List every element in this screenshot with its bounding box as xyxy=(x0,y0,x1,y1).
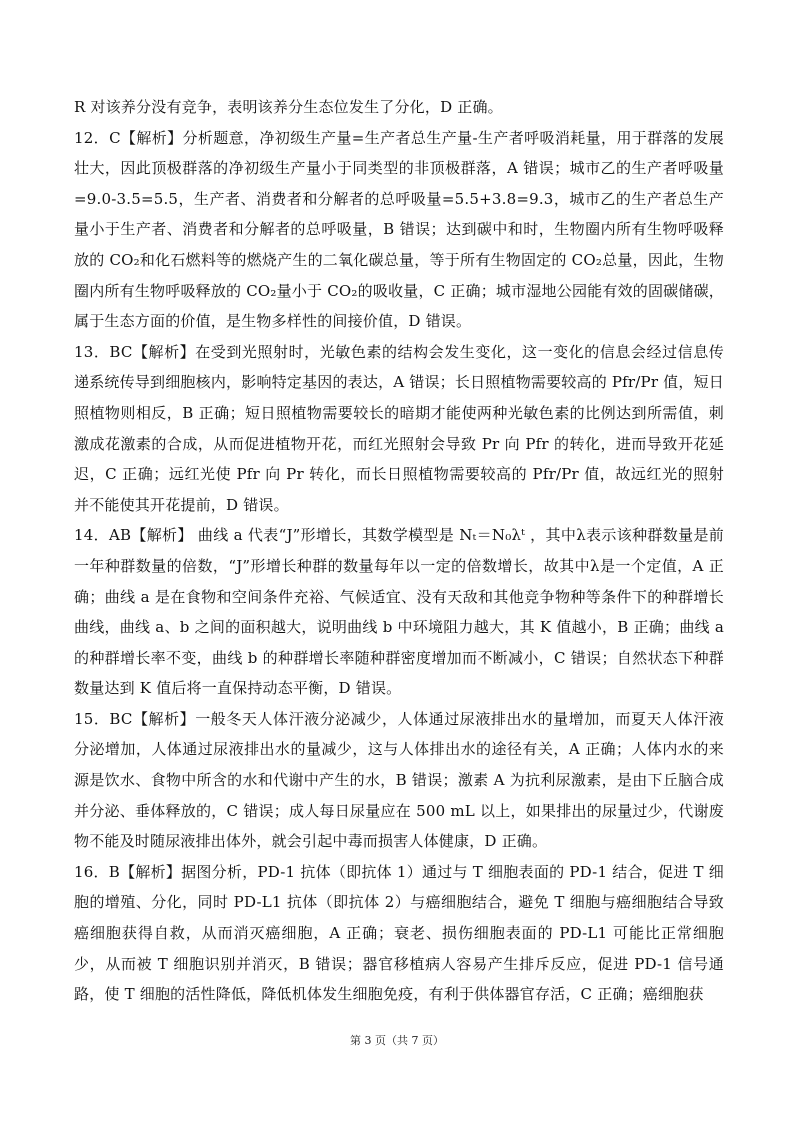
paragraph-q16: 16．B【解析】据图分析，PD-1 抗体（即抗体 1）通过与 T 细胞表面的 PD-1 结合，促进 T 细胞的增殖、分化，同时 PD-L1 抗体（即抗体 2）与癌细胞结合，避免 T 细胞与癌细胞结合导致癌细胞获得自救，从而消灭癌细胞，A 正确；衰老、损伤细胞表面的 PD-L1 可能比正常细胞少，从而被 T 细胞识别并消灭，B 错误；器官移植病人容易产生排斥反应，促进 PD-1 信号通路，使 T 细胞的活性降低，降低机体发生细胞免疫，有利于供体器官存活，C 正确；癌细胞获 xyxy=(74,862,724,1004)
page-footer: 第 3 页（共 7 页） xyxy=(350,1034,444,1047)
document-body xyxy=(74,92,724,1010)
paragraph-q13: 13．BC【解析】在受到光照射时，光敏色素的结构会发生变化，这一变化的信息会经过信息传递系统传导到细胞核内，影响特定基因的表达，A 错误；长日照植物需要较高的 Pfr/Pr 值，短日照植物则相反，B 正确；短日照植物需要较长的暗期才能使两种光敏色素的比例达到所需值，刺激成花激素的合成，从而促进植物开花，而红光照射会导致 Pr 向 Pfr 的转化，进而导致开花延迟，C 正确；远红光使 Pfr 向 Pr 转化，而长日照植物需要较高的 Pfr/Pr 值，故远红光的照射并不能使其开花提前，D 错误。 xyxy=(74,342,724,514)
paragraph-continuation: R 对该养分没有竞争，表明该养分生态位发生了分化，D 正确。 xyxy=(74,98,503,116)
paragraph-q12: 12．C【解析】分析题意，净初级生产量=生产者总生产量-生产者呼吸消耗量，用于群落的发展壮大，因此顶极群落的净初级生产量小于同类型的非顶极群落，A 错误；城市乙的生产者呼吸量=9.0-3.5=5.5，生产者、消费者和分解者的总呼吸量=5.5+3.8=9.3，城市乙的生产者总生产量小于生产者、消费者和分解者的总呼吸量，B 错误；达到碳中和时，生物圈内所有生物呼吸释放的 CO₂和化石燃料等的燃烧产生的二氧化碳总量，等于所有生物固定的 CO₂总量，因此，生物圈内所有生物呼吸释放的 CO₂量小于 CO₂的吸收量，C 正确；城市湿地公园能有效的固碳储碳，属于生态方面的价值，是生物多样性的间接价值，D 错误。 xyxy=(74,128,724,331)
paragraph-q15: 15．BC【解析】一般冬天人体汗液分泌减少，人体通过尿液排出水的量增加，而夏天人体汗液分泌增加，人体通过尿液排出水的量减少，这与人体排出水的途径有关，A 正确；人体内水的来源是饮水、食物中所含的水和代谢中产生的水，B 错误；激素 A 为抗利尿激素，是由下丘脑合成并分泌、垂体释放的，C 错误；成人每日尿量应在 500 mL 以上，如果排出的尿量过少，代谢废物不能及时随尿液排出体外，就会引起中毒而损害人体健康，D 正确。 xyxy=(74,709,724,851)
paragraph-q14: 14．AB【解析】 曲线 a 代表“J”形增长，其数学模型是 Nₜ＝N₀λᵗ ，其中λ表示该种群数量是前一年种群数量的倍数，“J”形增长种群的数量每年以一定的倍数增长，故其中λ是一个定值，A 正确；曲线 a 是在食物和空间条件充裕、气候适宜、没有天敌和其他竞争物种等条件下的种群增长曲线，曲线 a、b 之间的面积越大，说明曲线 b 中环境阻力越大，其 K 值越小，B 正确；曲线 a 的种群增长率不变，曲线 b 的种群增长率随种群密度增加而不断减小，C 错误；自然状态下种群数量达到 K 值后将一直保持动态平衡，D 错误。 xyxy=(74,526,724,698)
